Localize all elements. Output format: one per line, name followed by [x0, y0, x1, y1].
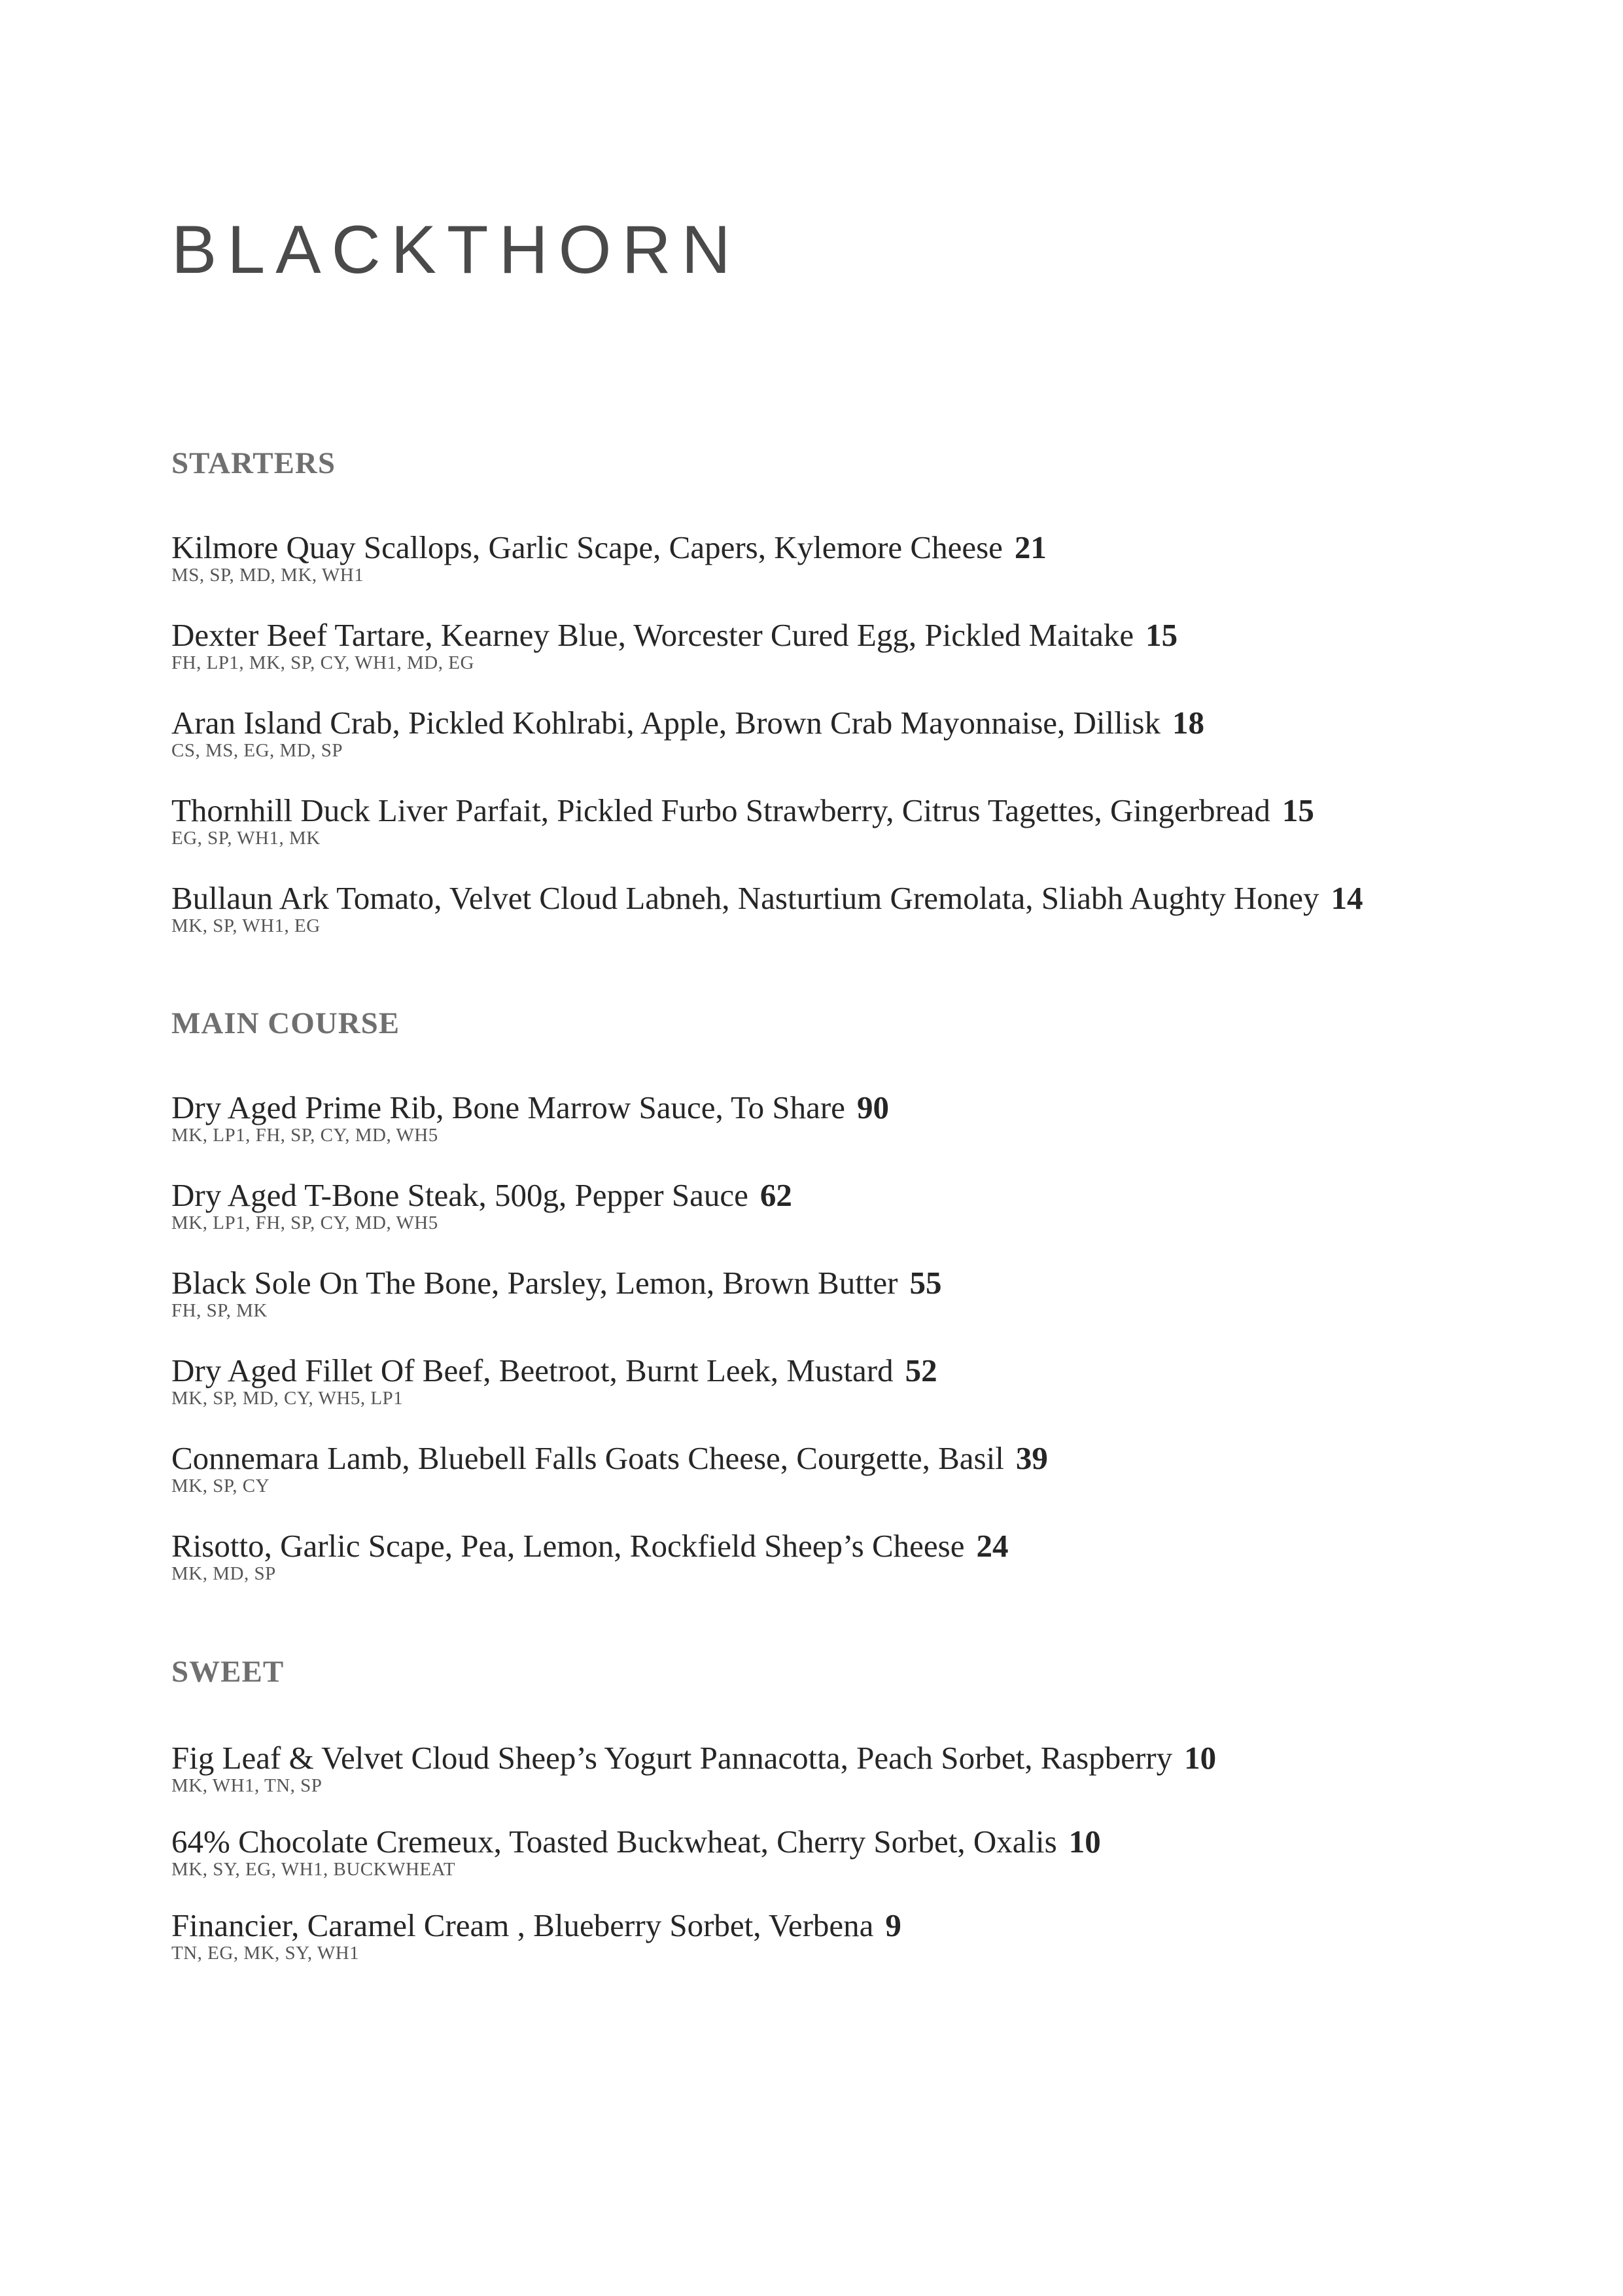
item-name: Aran Island Crab, Pickled Kohlrabi, Apple, Brown Crab Mayonnaise, Dillisk: [171, 705, 1161, 741]
menu-item: [171, 794, 1314, 848]
item-allergens: TN, EG, MK, SY, WH1: [171, 1943, 360, 1964]
item-name: Thornhill Duck Liver Parfait, Pickled Furbo Strawberry, Citrus Tagettes, Gingerbread: [171, 792, 1270, 828]
section-main-course: [171, 1008, 400, 1039]
item-price: 90: [856, 1089, 889, 1125]
item-name: Financier, Caramel Cream , Blueberry Sorbet, Verbena: [171, 1907, 874, 1943]
menu-item: [171, 1442, 1048, 1496]
menu-item: [171, 707, 1204, 760]
item-name: Connemara Lamb, Bluebell Falls Goats Cheese, Courgette, Basil: [171, 1440, 1004, 1476]
restaurant-logo: BLACKTHORN: [171, 212, 741, 288]
item-price: 62: [759, 1177, 792, 1213]
item-allergens: MK, LP1, FH, SP, CY, MD, WH5: [171, 1212, 438, 1233]
item-price: 55: [909, 1265, 942, 1301]
item-name: Dry Aged T-Bone Steak, 500g, Pepper Sauce: [171, 1177, 748, 1213]
item-allergens: MK, WH1, TN, SP: [171, 1775, 323, 1796]
item-name: Dry Aged Prime Rib, Bone Marrow Sauce, To Share: [171, 1089, 845, 1125]
menu-item: [171, 531, 1047, 585]
item-allergens: MK, SY, EG, WH1, BUCKWHEAT: [171, 1859, 456, 1880]
item-name: Risotto, Garlic Scape, Pea, Lemon, Rockfield Sheep’s Cheese: [171, 1528, 965, 1564]
menu-item: [171, 1826, 1101, 1879]
item-allergens: MK, SP, CY: [171, 1475, 270, 1496]
menu-item: [171, 619, 1178, 673]
menu-item: [171, 882, 1363, 936]
item-allergens: EG, SP, WH1, MK: [171, 828, 321, 849]
item-allergens: MS, SP, MD, MK, WH1: [171, 565, 364, 586]
menu-item: [171, 1267, 942, 1320]
item-price: 10: [1184, 1740, 1217, 1776]
item-price: 10: [1068, 1824, 1101, 1860]
item-name: 64% Chocolate Cremeux, Toasted Buckwheat, Cherry Sorbet, Oxalis: [171, 1824, 1057, 1860]
item-price: 18: [1172, 705, 1204, 741]
item-price: 15: [1145, 617, 1178, 653]
section-starters: [171, 448, 336, 479]
menu-item: [171, 1909, 901, 1963]
item-price: 21: [1014, 529, 1047, 565]
menu-item: [171, 1530, 1008, 1583]
item-name: Dexter Beef Tartare, Kearney Blue, Worcester Cured Egg, Pickled Maitake: [171, 617, 1134, 653]
menu-item: [171, 1354, 937, 1408]
menu-item: [171, 1742, 1216, 1795]
section-title: SWEET: [171, 1655, 285, 1689]
item-price: 24: [976, 1528, 1009, 1564]
item-allergens: MK, SP, WH1, EG: [171, 915, 321, 936]
section-sweet: [171, 1657, 284, 1687]
item-allergens: FH, LP1, MK, SP, CY, WH1, MD, EG: [171, 652, 474, 673]
item-name: Kilmore Quay Scallops, Garlic Scape, Capers, Kylemore Cheese: [171, 529, 1003, 565]
item-allergens: MK, LP1, FH, SP, CY, MD, WH5: [171, 1125, 438, 1146]
item-price: 15: [1282, 792, 1314, 828]
item-name: Fig Leaf & Velvet Cloud Sheep’s Yogurt Pannacotta, Peach Sorbet, Raspberry: [171, 1740, 1173, 1776]
item-allergens: FH, SP, MK: [171, 1300, 268, 1321]
item-name: Black Sole On The Bone, Parsley, Lemon, Brown Butter: [171, 1265, 898, 1301]
item-allergens: MK, MD, SP: [171, 1563, 276, 1584]
item-name: Dry Aged Fillet Of Beef, Beetroot, Burnt Leek, Mustard: [171, 1352, 894, 1388]
item-name: Bullaun Ark Tomato, Velvet Cloud Labneh, Nasturtium Gremolata, Sliabh Aughty Honey: [171, 880, 1319, 916]
item-allergens: MK, SP, MD, CY, WH5, LP1: [171, 1388, 404, 1409]
menu-item: [171, 1179, 792, 1233]
item-price: 39: [1015, 1440, 1048, 1476]
section-title: STARTERS: [171, 446, 336, 480]
item-allergens: CS, MS, EG, MD, SP: [171, 740, 343, 761]
section-title: MAIN COURSE: [171, 1006, 400, 1040]
item-price: 9: [885, 1907, 901, 1943]
item-price: 52: [905, 1352, 937, 1388]
item-price: 14: [1331, 880, 1363, 916]
menu-item: [171, 1091, 889, 1145]
